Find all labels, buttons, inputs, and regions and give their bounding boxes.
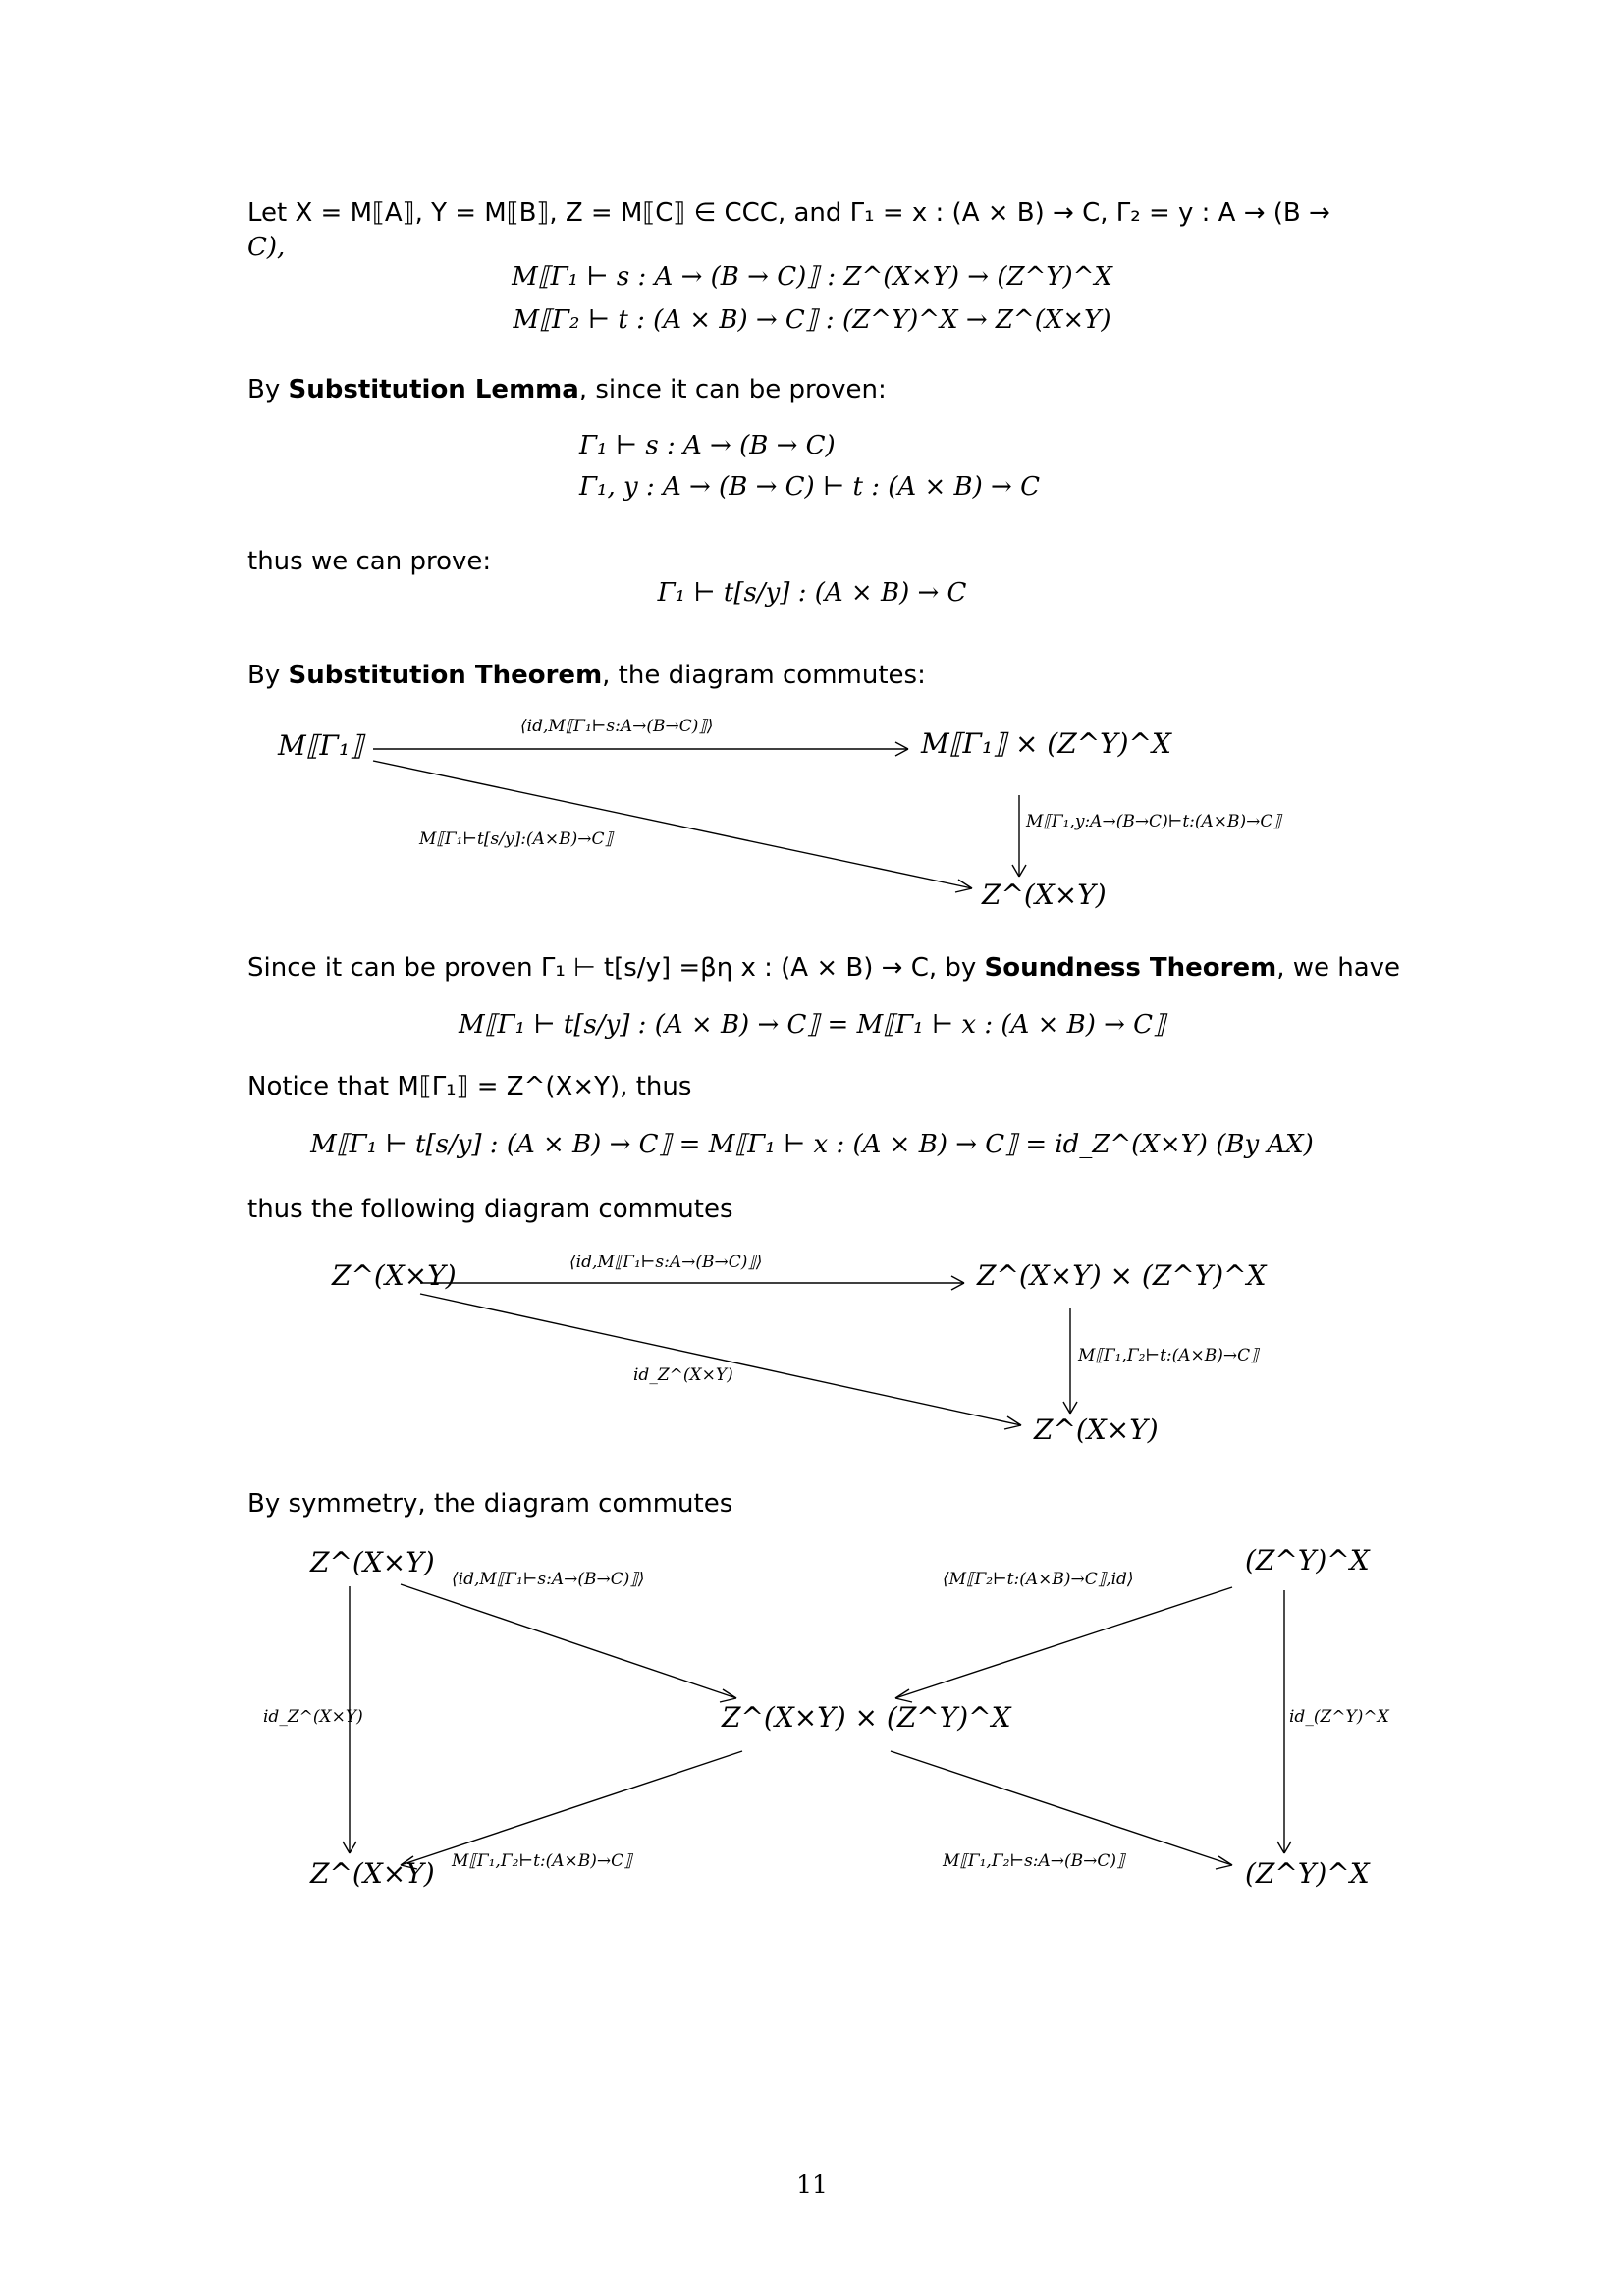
diagram-3-right-arrow-head-b [1284, 1842, 1291, 1853]
diagram-3-label-tl-center: ⟨id,M⟦Γ₁⊢s:A→(B→C)⟧⟩ [452, 1570, 645, 1589]
notice-text: Notice that M⟦Γ₁⟧ = Z^(X×Y), thus [247, 1072, 692, 1101]
diagram-3-top-left: Z^(X×Y) [310, 1546, 435, 1578]
following-diagram-text: thus the following diagram commutes [247, 1195, 733, 1224]
diagram-3-label-left: id_Z^(X×Y) [263, 1707, 363, 1727]
equation-substituted: Γ₁ ⊢ t[s/y] : (A × B) → C [657, 578, 967, 608]
diagram-2-bottom: Z^(X×Y) [1034, 1414, 1159, 1446]
thus-prove-text: thus we can prove: [247, 547, 492, 576]
diagram-1-top-label: ⟨id,M⟦Γ₁⊢s:A→(B→C)⟧⟩ [520, 717, 714, 736]
substitution-theorem-term: Substitution Theorem [288, 661, 603, 690]
diagram-3-label-tr-center: ⟨M⟦Γ₂⊢t:(A×B)→C⟧,id⟩ [943, 1570, 1134, 1589]
page-number: 11 [796, 2170, 828, 2199]
diagram-3-center: Z^(X×Y) × (Z^Y)^X [722, 1701, 1011, 1734]
diagram-2-right-label: M⟦Γ₁,Γ₂⊢t:(A×B)→C⟧ [1078, 1346, 1259, 1365]
diagram-3-tl-center-arrow [401, 1584, 736, 1698]
soundness-paragraph: Since it can be proven Γ₁ ⊢ t[s/y] =βη x : (A × B) → C, by Soundness Theorem, we have [247, 953, 1401, 983]
intro-line-1: Let X = M⟦A⟧, Y = M⟦B⟧, Z = M⟦C⟧ ∈ CCC, and Γ₁ = x : (A × B) → C, Γ₂ = y : A → (B → [247, 198, 1330, 228]
diagram-1-right-label: M⟦Γ₁,y:A→(B→C)⊢t:(A×B)→C⟧ [1026, 812, 1281, 831]
diagram-1-diagonal-label: M⟦Γ₁⊢t[s/y]:(A×B)→C⟧ [419, 829, 613, 849]
substitution-lemma-term: Substitution Lemma [288, 375, 579, 404]
diagram-3-left-arrow-head-b [350, 1842, 356, 1853]
symmetry-text: By symmetry, the diagram commutes [247, 1489, 733, 1519]
diagram-1-bottom: Z^(X×Y) [982, 879, 1107, 911]
diagram-2-target: Z^(X×Y) × (Z^Y)^X [977, 1259, 1267, 1292]
equation-interp-t: M⟦Γ₂ ⊢ t : (A × B) → C⟧ : (Z^Y)^X → Z^(X×Y) [513, 305, 1111, 335]
diagram-3-right-arrow-head-a [1277, 1842, 1284, 1853]
substitution-lemma-paragraph: By Substitution Lemma, since it can be proven: [247, 375, 887, 404]
soundness-theorem-term: Soundness Theorem [984, 953, 1277, 983]
diagram-3-top-right: (Z^Y)^X [1245, 1544, 1370, 1576]
diagram-2-source: Z^(X×Y) [332, 1259, 457, 1292]
diagram-3-center-br-arrow [891, 1751, 1232, 1865]
judgement-2: Γ₁, y : A → (B → C) ⊢ t : (A × B) → C [579, 472, 1040, 502]
diagram-3-bottom-right: (Z^Y)^X [1245, 1857, 1370, 1890]
diagram-3-tr-center-arrow [895, 1587, 1232, 1698]
diagram-3-label-center-br: M⟦Γ₁,Γ₂⊢s:A→(B→C)⟧ [943, 1851, 1125, 1871]
diagram-2-top-label: ⟨id,M⟦Γ₁⊢s:A→(B→C)⟧⟩ [569, 1253, 763, 1272]
diagram-3-left-arrow-head-a [343, 1842, 350, 1853]
judgement-1: Γ₁ ⊢ s : A → (B → C) [579, 431, 836, 460]
diagram-3-label-right: id_(Z^Y)^X [1289, 1707, 1389, 1727]
equation-interp-s: M⟦Γ₁ ⊢ s : A → (B → C)⟧ : Z^(X×Y) → (Z^Y)^X [512, 262, 1112, 292]
diagram-3-bottom-left: Z^(X×Y) [310, 1857, 435, 1890]
diagram-1-source: M⟦Γ₁⟧ [278, 729, 364, 762]
diagram-1-target: M⟦Γ₁⟧ × (Z^Y)^X [921, 727, 1171, 760]
equation-identity: M⟦Γ₁ ⊢ t[s/y] : (A × B) → C⟧ = M⟦Γ₁ ⊢ x : (A × B) → C⟧ = id_Z^(X×Y) (By AX) [310, 1130, 1314, 1159]
diagram-3-label-center-bl: M⟦Γ₁,Γ₂⊢t:(A×B)→C⟧ [452, 1851, 632, 1871]
intro-line-2: C), [247, 233, 286, 262]
equation-soundness: M⟦Γ₁ ⊢ t[s/y] : (A × B) → C⟧ = M⟦Γ₁ ⊢ x : (A × B) → C⟧ [459, 1010, 1165, 1040]
diagram-2-diagonal-label: id_Z^(X×Y) [633, 1365, 733, 1385]
substitution-theorem-paragraph: By Substitution Theorem, the diagram commutes: [247, 661, 926, 690]
diagram-3-center-br-arrow-head-b [1216, 1865, 1232, 1869]
diagram-3-center-bl-arrow [401, 1751, 742, 1865]
